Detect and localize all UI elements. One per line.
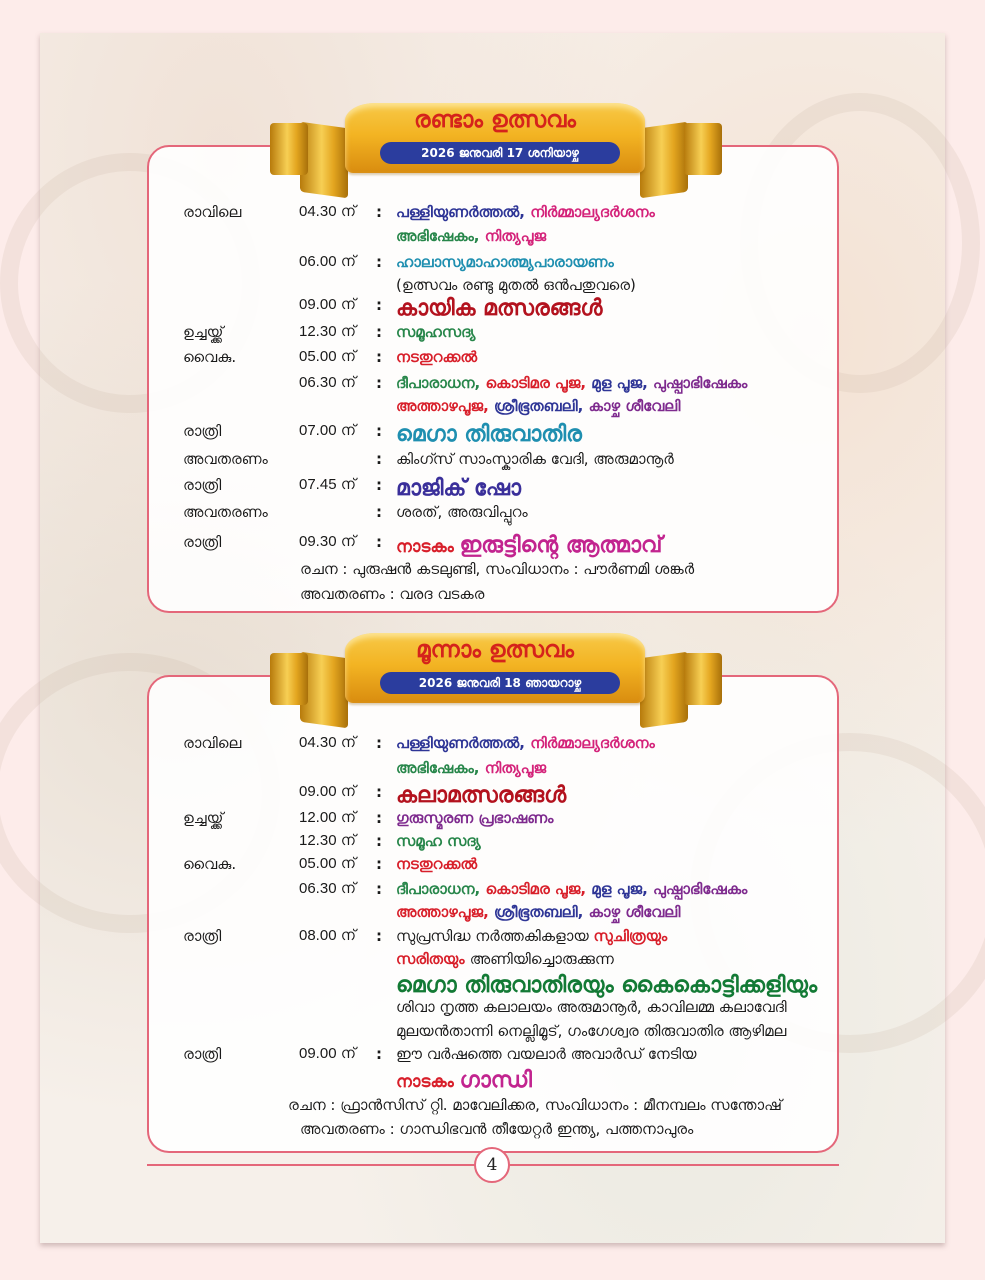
event-text: അവതരണം : വരദ വടകര [300,585,485,603]
time-of-day-label: രാത്രി [183,422,222,440]
event-text: സുചിത്രയും [593,927,668,945]
time-of-day-label: വൈകു. [183,348,237,366]
event-time: 04.30 ന് [299,203,356,220]
event-text: ഗുരുസ്മരണ പ്രഭാഷണം [396,809,554,827]
event-description [396,973,817,998]
event-description [396,348,477,366]
event-description [396,809,553,827]
event-description [288,1096,782,1114]
event-time: 06.30 ന് [299,880,356,897]
event-description [396,276,636,294]
section-title: രണ്ടാം ഉത്സവം [414,107,576,133]
section-ribbon-day-2 [0,95,985,205]
event-description [396,374,747,392]
event-description [396,296,602,321]
time-of-day-label: രാവിലെ [183,734,242,752]
event-text: മുലയൻതാന്നി നെല്ലിമൂട്, ഗംഗേശ്വര തിരുവാതിര ആഴിമല [396,1022,787,1040]
event-text: നടതുറക്കൽ [396,348,478,366]
event-text: പുഷ്പാഭിഷേകം [653,374,748,392]
event-description [396,450,674,468]
event-time: 05.00 ന് [299,855,356,872]
event-text: അഭിഷേകം, [396,759,485,777]
event-text: നിത്യപൂജ [484,759,547,777]
event-description [396,503,528,521]
event-text: പള്ളിയുണർത്തൽ, [396,734,531,752]
event-text: രചന : ഫ്രാൻസിസ് റ്റി. മാവേലിക്കര, സംവിധാനം : മീനമ്പലം സന്തോഷ് [288,1096,782,1114]
event-text: രചന : പുരുഷൻ കടലുണ്ടി, സംവിധാനം : പൗർണമി ശങ്കർ [300,560,695,578]
event-description [396,253,614,271]
event-text: ഇരുട്ടിന്റെ ആത്മാവ് [459,533,663,558]
event-text: നിത്യപൂജ [484,227,547,245]
event-text: നാടകം [396,537,460,557]
separator-colon: : [376,809,382,827]
time-of-day-label: രാത്രി [183,476,222,494]
event-time: 04.30 ന് [299,734,356,751]
event-text: ശരത്, അരുവിപ്പുറം [396,503,528,521]
event-text: കാഴ്ച ശീവേലി [588,397,681,415]
section-title: മൂന്നാം ഉത്സവം [416,637,574,663]
separator-colon: : [376,503,382,521]
time-of-day-label: രാത്രി [183,1045,222,1063]
event-time: 07.45 ന് [299,476,356,493]
separator-colon: : [376,476,382,494]
separator-colon: : [376,832,382,850]
event-time: 06.30 ന് [299,374,356,391]
time-of-day-label: രാത്രി [183,533,222,551]
separator-colon: : [376,1045,382,1063]
event-description [396,832,481,850]
event-description [396,1045,696,1063]
time-of-day-label: രാവിലെ [183,203,242,221]
event-description [396,323,475,341]
event-text: ദീപാരാധന, [396,374,486,392]
ribbon-fold [684,123,722,175]
event-description [396,998,787,1016]
event-time: 09.30 ന് [299,533,356,550]
event-text: സുപ്രസിദ്ധ നർത്തകികളായ [396,927,594,945]
event-text: കൊടിമര പൂജ, [485,880,592,898]
event-text: അത്താഴപൂജ, [396,903,495,921]
event-description [396,533,662,558]
event-text: നടതുറക്കൽ [396,855,478,873]
separator-colon: : [376,927,382,945]
time-of-day-label: അവതരണം [183,503,268,521]
event-time: 05.00 ന് [299,348,356,365]
event-text: ശിവാ നൃത്ത കലാലയം അരുമാനൂർ, കാവിലമ്മ കലാവേദി [396,998,787,1016]
event-text: നിർമ്മാല്യദർശനം [530,203,655,221]
section-date: 2026 ജനുവരി 17 ശനിയാഴ്ച [380,142,620,164]
event-description [396,759,546,777]
event-description [396,422,582,447]
event-description [396,927,667,945]
event-text: പുഷ്പാഭിഷേകം [653,880,748,898]
event-description [396,203,655,221]
event-text: അവതരണം : ഗാന്ധിഭവൻ തീയേറ്റർ ഇന്ത്യ, പത്തനാപുരം [300,1120,694,1138]
event-text: മെഗാ തിരുവാതിര [396,422,582,447]
ribbon-fold [270,653,308,705]
separator-colon: : [376,533,382,551]
event-text: മാജിക് ഷോ [396,476,522,501]
event-description [396,734,655,752]
event-description [396,950,614,968]
event-description [396,227,546,245]
separator-colon: : [376,855,382,873]
event-description [396,783,566,808]
event-text: ദീപാരാധന, [396,880,486,898]
event-time: 09.00 ന് [299,296,356,313]
event-text: അഭിഷേകം, [396,227,485,245]
event-text: സമൂഹസദ്യ [396,323,476,341]
separator-colon: : [376,374,382,392]
time-of-day-label: രാത്രി [183,927,222,945]
event-time: 12.00 ന് [299,809,356,826]
event-text: ശ്രീഭൂതബലി, [494,397,589,415]
ribbon-fold [684,653,722,705]
event-text: അണിയിച്ചൊരുക്കുന്ന [469,950,614,968]
event-time: 12.30 ന് [299,323,356,340]
event-text: ശ്രീഭൂതബലി, [494,903,589,921]
time-of-day-label: ഉച്ചയ്ക്ക് [183,809,224,827]
event-text: സമൂഹ സദ്യ [396,832,481,850]
event-description [396,397,680,415]
event-description [300,1120,693,1138]
event-description [396,903,680,921]
event-text: മുള പൂജ, [591,374,653,392]
event-text: (ഉത്സവം രണ്ടു മുതൽ ഒൻപതുവരെ) [396,276,636,294]
event-description [396,880,747,898]
separator-colon: : [376,203,382,221]
event-time: 07.00 ന് [299,422,356,439]
event-text: സരിതയും [396,950,470,968]
event-text: പള്ളിയുണർത്തൽ, [396,203,531,221]
ribbon-fold [270,123,308,175]
event-text: ഗാന്ധി [459,1068,532,1093]
event-description [300,585,484,603]
time-of-day-label: ഉച്ചയ്ക്ക് [183,323,224,341]
event-text: കിംഗ്സ് സാംസ്കാരിക വേദി, അരുമാനൂർ [396,450,674,468]
event-text: നാടകം [396,1072,460,1092]
event-text: ഈ വർഷത്തെ വയലാർ അവാർഡ് നേടിയ [396,1045,697,1063]
page-number: 4 [474,1147,510,1183]
event-time: 08.00 ന് [299,927,356,944]
event-time: 12.30 ന് [299,832,356,849]
event-time: 09.00 ന് [299,1045,356,1062]
event-text: നിർമ്മാല്യദർശനം [530,734,655,752]
separator-colon: : [376,880,382,898]
event-text: ഹാലാസ്യമാഹാത്മ്യപാരായണം [396,253,614,271]
separator-colon: : [376,450,382,468]
time-of-day-label: വൈകു. [183,855,237,873]
event-text: മുള പൂജ, [591,880,653,898]
event-description [396,1068,532,1093]
separator-colon: : [376,296,382,314]
event-description [396,855,477,873]
event-description [396,1022,786,1040]
separator-colon: : [376,422,382,440]
separator-colon: : [376,348,382,366]
event-text: മെഗാ തിരുവാതിരയും കൈകൊട്ടിക്കളിയും [396,973,818,998]
event-description [300,560,694,578]
separator-colon: : [376,323,382,341]
event-time: 09.00 ന് [299,783,356,800]
event-text: കലാമത്സരങ്ങൾ [396,783,567,808]
event-text: കായിക മത്സരങ്ങൾ [396,296,603,321]
separator-colon: : [376,253,382,271]
separator-colon: : [376,734,382,752]
event-text: കാഴ്ച ശീവേലി [588,903,681,921]
section-date: 2026 ജനുവരി 18 ഞായറാഴ്ച [380,672,620,694]
time-of-day-label: അവതരണം [183,450,268,468]
separator-colon: : [376,783,382,801]
section-ribbon-day-3 [0,625,985,735]
ribbon-fold [640,652,688,729]
event-text: കൊടിമര പൂജ, [485,374,592,392]
event-description [396,476,521,501]
event-text: അത്താഴപൂജ, [396,397,495,415]
ribbon-fold [640,122,688,199]
event-time: 06.00 ന് [299,253,356,270]
